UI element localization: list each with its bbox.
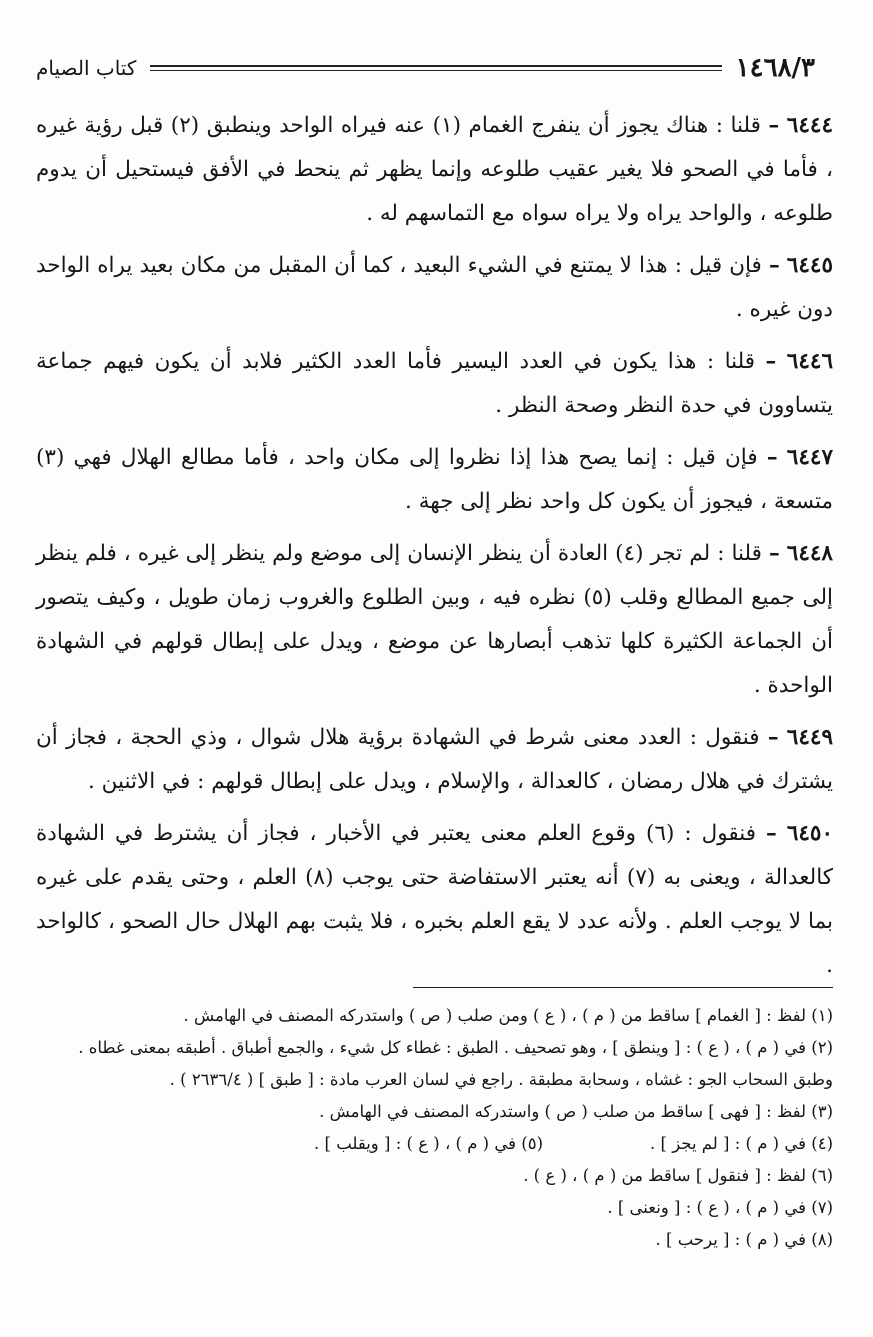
footnote-4: (٤) في ( م ) : [ لم يجز ] . (650, 1134, 833, 1153)
paragraph-number: ٦٤٤٤ (786, 113, 833, 138)
footnote-separator (413, 987, 833, 988)
paragraph-6447: ٦٤٤٧ – فإن قيل : إنما يصح هذا إذا نظروا إلى مكان واحد ، فأما مطالع الهلال فهي (٣) متسعة ، فيجوز أن يكون كل واحد نظر إلى جهة . (36, 445, 833, 514)
paragraph-number: ٦٤٤٨ (786, 541, 833, 566)
paragraph-6445: ٦٤٤٥ – فإن قيل : هذا لا يمتنع في الشيء البعيد ، كما أن المقبل من مكان بعيد يراه الواحد دون غيره . (36, 253, 833, 322)
paragraph-text: فنقول : العدد معنى شرط في الشهادة برؤية هلال شوال ، وذي الحجة ، فجاز أن يشترك في هلال رمضان ، كالعدالة ، والإسلام ، ويدل على إبطال قولهم : في الاثنين . (36, 725, 833, 794)
paragraph-text: قلنا : هذا يكون في العدد اليسير فأما العدد الكثير فلابد أن يكون فيهم جماعة يتساوون في حدة النظر وصحة النظر . (36, 349, 833, 418)
footnote-7: (٧) في ( م ) ، ( ع ) : [ ونعنى ] . (607, 1198, 833, 1217)
paragraph-text: فإن قيل : إنما يصح هذا إذا نظروا إلى مكان واحد ، فأما مطالع الهلال فهي (٣) متسعة ، فيجوز أن يكون كل واحد نظر إلى جهة . (36, 445, 833, 514)
header-rule (150, 65, 721, 71)
paragraph-6444: ٦٤٤٤ – قلنا : هناك يجوز أن ينفرج الغمام (١) عنه فيراه الواحد وينطبق (٢) قبل رؤية غيره ، فأما في الصحو فلا يغير عقيب طلوعه وإنما يظهر ثم ينحط في الأفق فيستحيل أن يدوم طلوعه ، والواحد يراه ولا يراه سواه مع التماسهم له . (36, 113, 833, 226)
footnote-5: (٥) في ( م ) ، ( ع ) : [ ويقلب ] . (314, 1134, 543, 1153)
footnotes (36, 1000, 833, 1256)
footnote-row-4-5 (36, 1128, 833, 1160)
paragraph-6449: ٦٤٤٩ – فنقول : العدد معنى شرط في الشهادة برؤية هلال شوال ، وذي الحجة ، فجاز أن يشترك في هلال رمضان ، كالعدالة ، والإسلام ، ويدل على إبطال قولهم : في الاثنين . (36, 725, 833, 794)
paragraph-6448: ٦٤٤٨ – قلنا : لم تجر (٤) العادة أن ينظر الإنسان إلى موضع ولم ينظر إلى غيره ، فلم ينظر إلى جميع المطالع وقلب (٥) نظره فيه ، وبين الطلوع والغروب زمان طويل ، وكيف يتصور أن الجماعة الكثيرة كلها تذهب أبصارها عن موضع ، ويدل على إبطال قولهم في الشهادة الواحدة . (36, 541, 833, 698)
paragraph-number: ٦٤٥٠ (786, 821, 834, 846)
paragraph-6450: ٦٤٥٠ – فنقول : (٦) وقوع العلم معنى يعتبر في الأخبار ، فجاز أن يشترط في الشهادة كالعدالة ، ويعنى به (٧) أنه يعتبر الاستفاضة حتى يوجب (٨) العلم ، وحتى يقدم على غيره بما لا يوجب العلم . ولأنه عدد لا يقع العلم بخبره ، فلا يثبت بهم الهلال حال الصحو ، كالواحد . (36, 821, 834, 978)
paragraph-number: ٦٤٤٦ (786, 349, 833, 374)
paragraph-number: ٦٤٤٥ (786, 253, 833, 278)
paragraph-text: فإن قيل : هذا لا يمتنع في الشيء البعيد ، كما أن المقبل من مكان بعيد يراه الواحد دون غيره . (36, 253, 833, 322)
paragraph-text: فنقول : (٦) وقوع العلم معنى يعتبر في الأخبار ، فجاز أن يشترط في الشهادة كالعدالة ، ويعنى به (٧) أنه يعتبر الاستفاضة حتى يوجب (٨) العلم ، وحتى يقدم على غيره بما لا يوجب العلم . ولأنه عدد لا يقع العلم بخبره ، فلا يثبت بهم الهلال حال الصحو ، كالواحد . (36, 821, 833, 978)
footnote-1: (١) لفظ : [ الغمام ] ساقط من ( م ) ، ( ع ) ومن صلب ( ص ) واستدركه المصنف في الهامش . (183, 1006, 833, 1025)
footnote-8: (٨) في ( م ) : [ يرحب ] . (655, 1230, 833, 1249)
page-number: ١٤٦٨/٣ (735, 53, 815, 83)
paragraph-text: قلنا : هناك يجوز أن ينفرج الغمام (١) عنه فيراه الواحد وينطبق (٢) قبل رؤية غيره ، فأما في الصحو فلا يغير عقيب طلوعه وإنما يظهر ثم ينحط في الأفق فيستحيل أن يدوم طلوعه ، والواحد يراه ولا يراه سواه مع التماسهم له . (36, 113, 833, 226)
paragraph-6446: ٦٤٤٦ – قلنا : هذا يكون في العدد اليسير فأما العدد الكثير فلابد أن يكون فيهم جماعة يتساوون في حدة النظر وصحة النظر . (36, 349, 833, 418)
book-title: كتاب الصيام (36, 56, 137, 80)
paragraph-text: قلنا : لم تجر (٤) العادة أن ينظر الإنسان إلى موضع ولم ينظر إلى غيره ، فلم ينظر إلى جميع المطالع وقلب (٥) نظره فيه ، وبين الطلوع والغروب زمان طويل ، وكيف يتصور أن الجماعة الكثيرة كلها تذهب أبصارها عن موضع ، ويدل على إبطال قولهم في الشهادة الواحدة . (36, 541, 833, 698)
main-text (36, 104, 833, 996)
footnote-2: (٢) في ( م ) ، ( ع ) : [ وينطق ] ، وهو تصحيف . الطبق : غطاء كل شيء ، والجمع أطباق . أطبقه بمعنى غطاه . وطبق السحاب الجو : غشاه ، وسحابة مطبقة . راجع في لسان العرب مادة : [ طبق ] ( ٢٦٣٦/٤ ) . (78, 1038, 833, 1089)
footnote-3: (٣) لفظ : [ فهى ] ساقط من صلب ( ص ) واستدركه المصنف في الهامش . (319, 1102, 833, 1121)
footnote-6: (٦) لفظ : [ فنقول ] ساقط من ( م ) ، ( ع ) . (523, 1166, 833, 1185)
running-header (36, 48, 815, 88)
paragraph-number: ٦٤٤٩ (786, 725, 833, 750)
paragraph-number: ٦٤٤٧ (786, 445, 833, 470)
